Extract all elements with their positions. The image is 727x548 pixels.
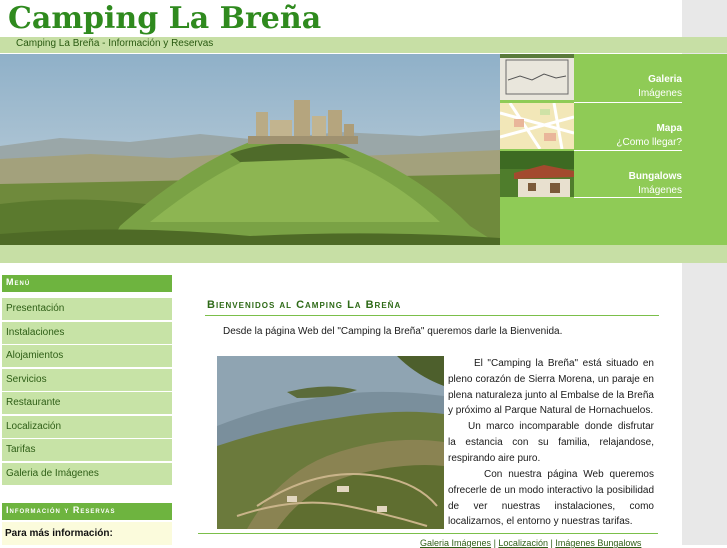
hero-bottom-bar <box>0 245 727 263</box>
paragraph-2: Un marco incomparable donde disfrutar la estancia con su familia, relajandose, respirando aire puro. <box>448 421 654 464</box>
menu-item-label: Instalaciones <box>6 327 65 338</box>
footer-link-galeria[interactable]: Galeria Imágenes <box>420 538 492 548</box>
map-icon <box>500 103 574 149</box>
menu-item-label: Tarifas <box>6 444 36 455</box>
aerial-photo <box>217 356 444 529</box>
footer-link-localizacion[interactable]: Localización <box>498 538 548 548</box>
info-box <box>2 522 172 545</box>
quick-link-title: Mapa <box>656 123 682 134</box>
aerial-campsite-illustration <box>217 356 444 529</box>
menu-item-localizacion[interactable] <box>2 416 172 439</box>
menu-item-label: Restaurante <box>6 397 61 408</box>
site-logo[interactable]: Camping La Breña <box>8 1 322 36</box>
quick-link-sub[interactable]: Imágenes <box>638 185 682 196</box>
paragraph-3: Con nuestra página Web queremos ofrecerle de un modo interactivo la posibilidad de ver nuestras instalaciones, como localizarnos, el entorno y nuestras tarifas. <box>448 469 654 528</box>
quick-link-title: Galeria <box>648 74 682 85</box>
page-title: Bienvenidos al Camping La Breña <box>207 299 402 311</box>
quick-link-sub[interactable]: ¿Como llegar? <box>616 137 682 148</box>
quick-link-sub[interactable]: Imágenes <box>638 88 682 99</box>
footer-links <box>420 538 641 548</box>
menu-item-label: Presentación <box>6 303 65 314</box>
quick-link-bungalows[interactable] <box>629 171 682 196</box>
menu-item-label: Galeria de Imágenes <box>6 468 99 479</box>
info-heading <box>2 503 172 520</box>
quick-link-gallery[interactable] <box>638 74 682 99</box>
quick-link-title: Bungalows <box>628 171 682 182</box>
paragraph-1: El "Camping la Breña" está situado en pleno corazón de Sierra Morena, un paraje en plena naturaleza junto al Embalse de la Breña y próximo al Parque Natural de Hornachuelos. <box>448 358 654 417</box>
menu-item-tarifas[interactable] <box>2 439 172 462</box>
quick-link-map[interactable] <box>616 123 682 148</box>
content-bottom-rule <box>198 533 658 534</box>
menu-item-presentacion[interactable] <box>2 298 172 321</box>
hero-castle-image <box>0 54 500 245</box>
quick-links-panel <box>500 54 727 245</box>
menu-item-servicios[interactable] <box>2 369 172 392</box>
info-label: Para más información: <box>5 528 113 539</box>
menu-item-restaurante[interactable] <box>2 392 172 415</box>
subtitle-bar <box>0 37 727 53</box>
menu-heading-label: Menú <box>6 277 31 287</box>
gallery-thumbnail-image <box>500 54 574 100</box>
intro-text: Desde la página Web del "Camping la Breña" queremos darle la Bienvenida. <box>223 326 563 337</box>
menu-item-label: Localización <box>6 421 62 432</box>
menu-item-label: Alojamientos <box>6 350 64 361</box>
footer-separator: | <box>493 538 496 548</box>
bungalow-thumbnail[interactable] <box>500 151 574 197</box>
map-thumbnail[interactable] <box>500 103 574 149</box>
castle-landscape-illustration <box>0 54 500 245</box>
title-underline <box>205 315 659 316</box>
divider <box>574 197 682 198</box>
menu-item-galeria[interactable] <box>2 463 172 486</box>
divider <box>574 150 682 151</box>
menu-item-instalaciones[interactable] <box>2 322 172 345</box>
menu-item-alojamientos[interactable] <box>2 345 172 368</box>
gallery-thumbnail[interactable] <box>500 54 574 100</box>
info-heading-label: Información y Reservas <box>6 505 116 515</box>
site-subtitle: Camping La Breña - Información y Reservas <box>16 38 214 49</box>
menu-item-label: Servicios <box>6 374 47 385</box>
menu-heading <box>2 275 172 292</box>
bungalow-image <box>500 151 574 197</box>
divider <box>574 102 682 103</box>
footer-link-bungalows[interactable]: Imágenes Bungalows <box>555 538 642 548</box>
footer-separator: | <box>550 538 553 548</box>
